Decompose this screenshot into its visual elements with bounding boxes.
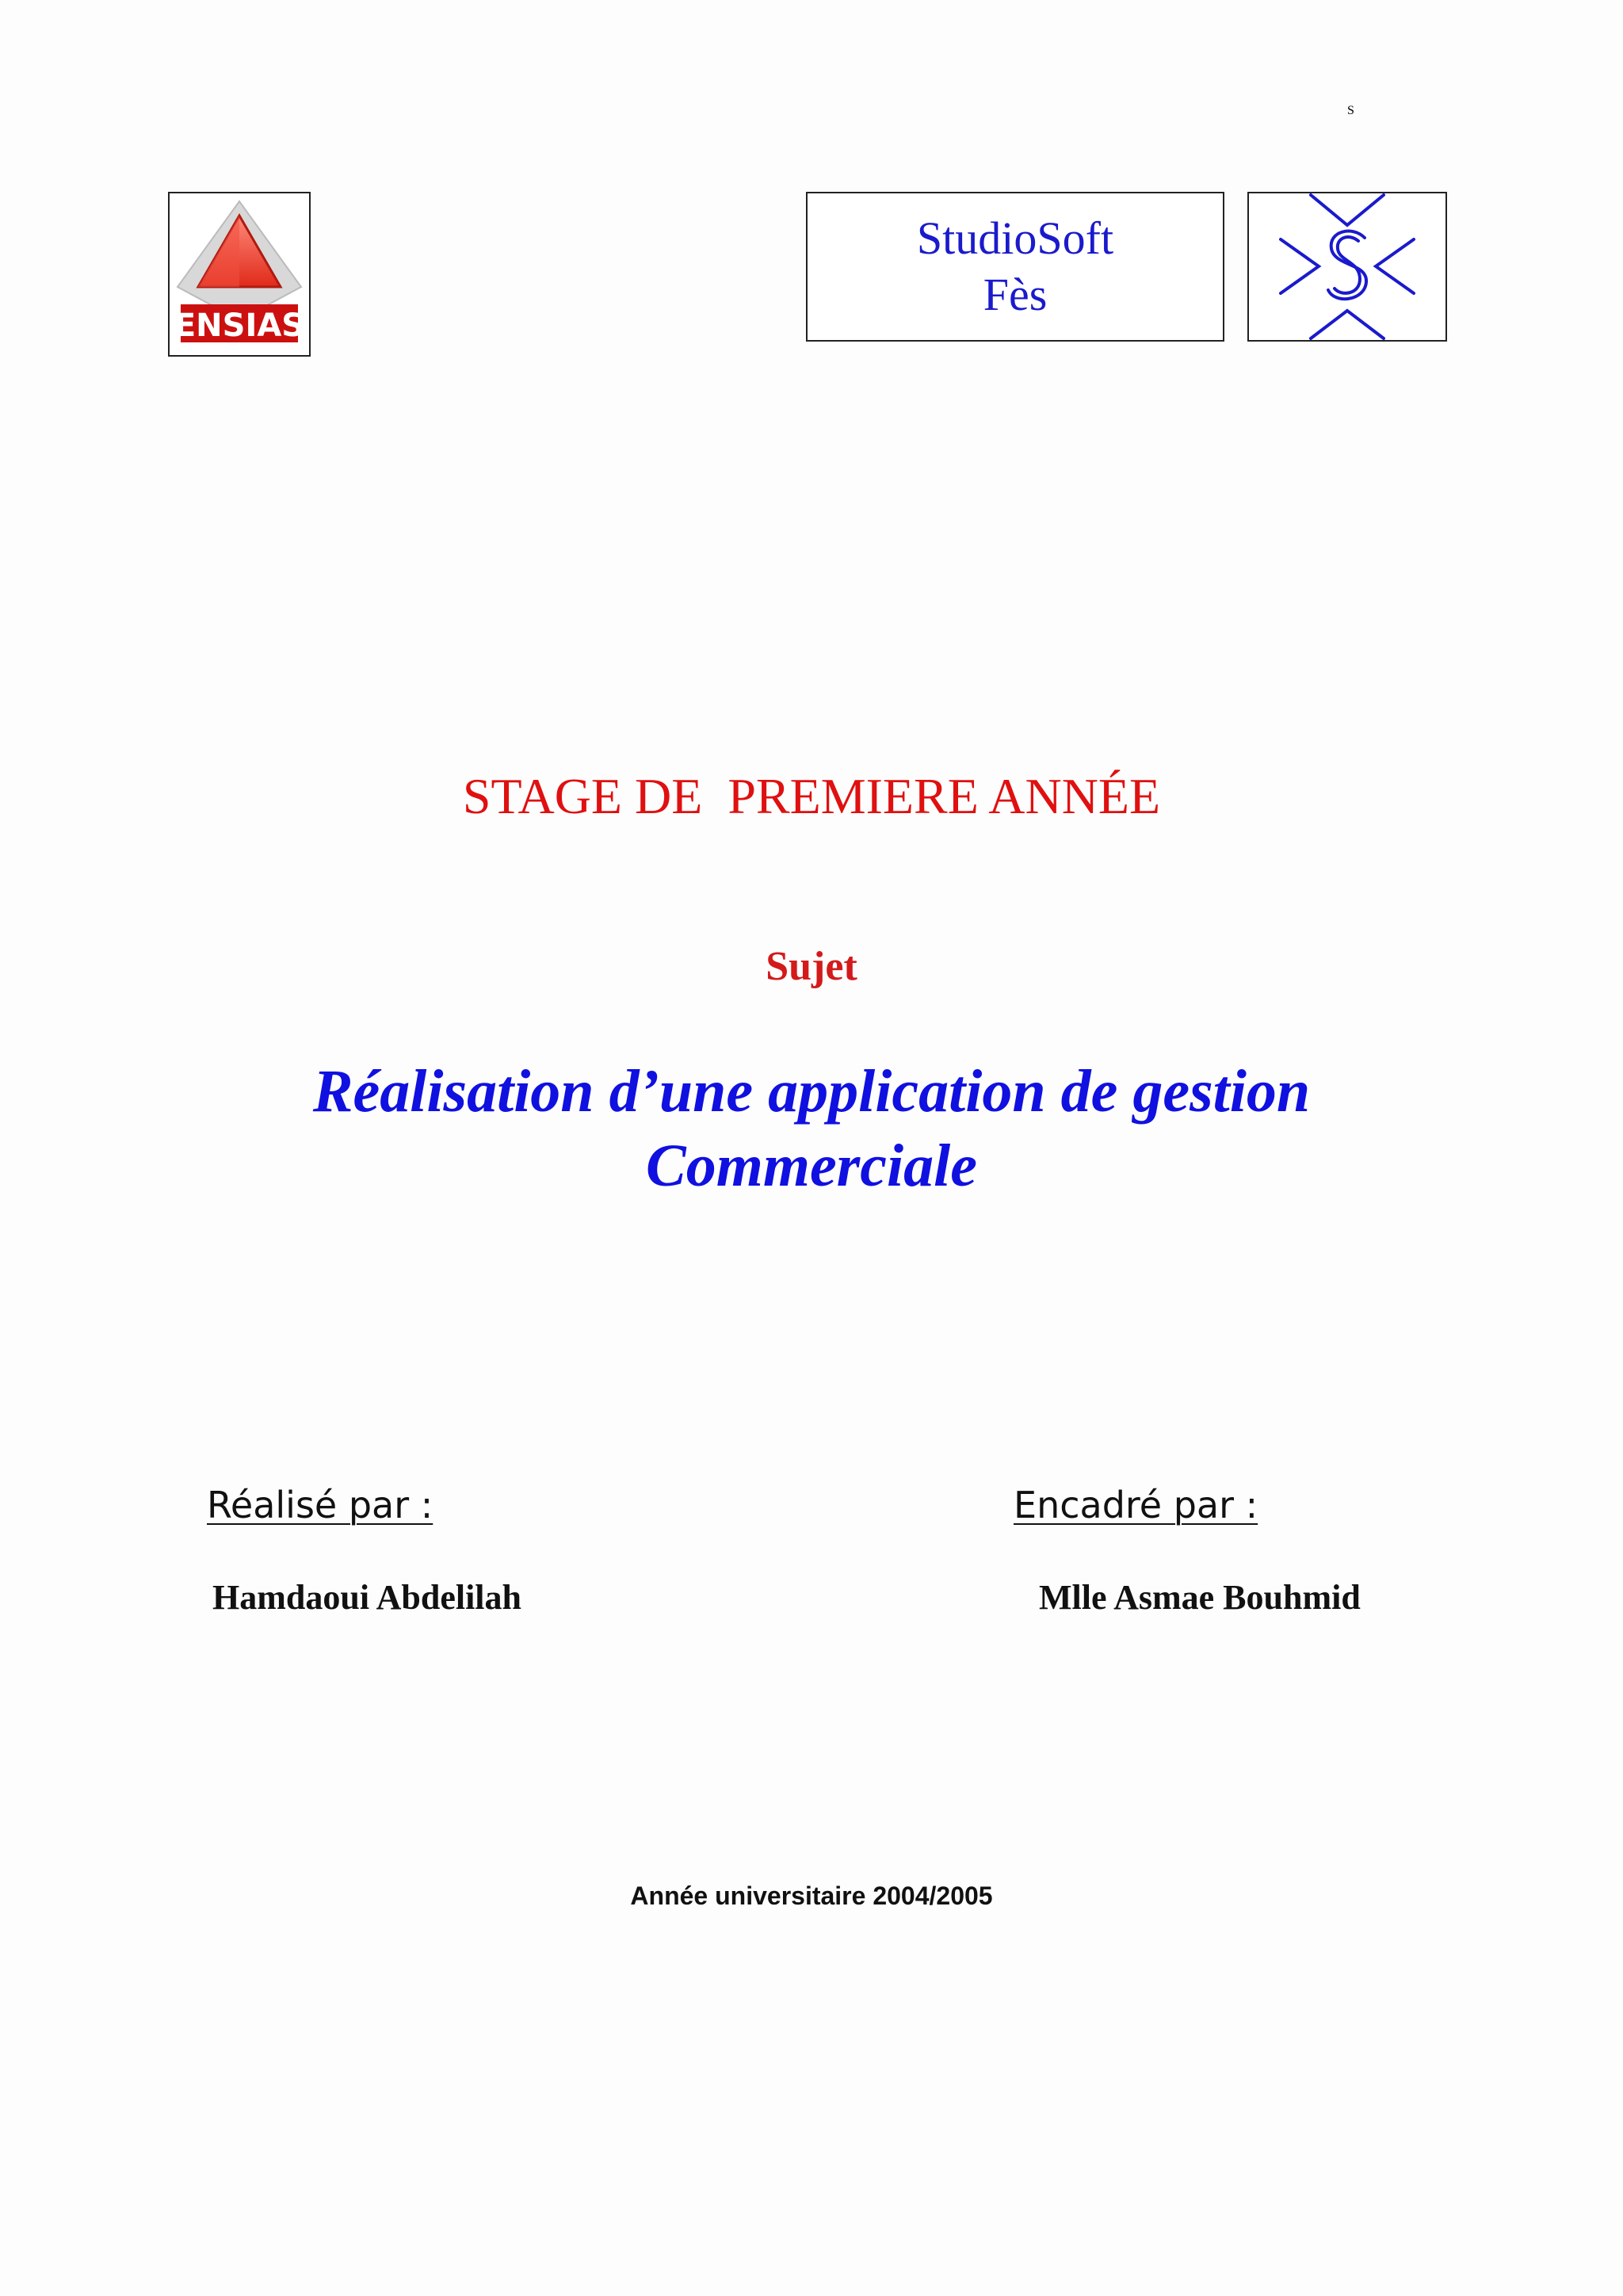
realise-par-label: Réalisé par : [207, 1484, 433, 1526]
stage-title: STAGE DE PREMIERE ANNÉE [462, 768, 1161, 824]
ensias-logo-graphic [170, 193, 309, 355]
company-emblem-letter: S [1347, 104, 1354, 117]
company-city: Fès [983, 268, 1048, 320]
subject-title [0, 1054, 1623, 1203]
ensias-logo-text: ENSIAS [174, 308, 305, 344]
encadre-par-label: Encadré par : [1014, 1484, 1258, 1526]
company-emblem [1247, 104, 1447, 342]
subject-title-line-1: Réalisation d’une application de gestion [312, 1058, 1311, 1125]
supervisor-name: Mlle Asmae Bouhmid [1039, 1578, 1361, 1617]
company-box [806, 192, 1224, 342]
subject-label: Sujet [766, 944, 857, 989]
company-name: StudioSoft [916, 212, 1114, 264]
company-emblem-graphic [1249, 104, 1445, 340]
student-name: Hamdaoui Abdelilah [212, 1578, 522, 1617]
academic-year: Année universitaire 2004/2005 [630, 1881, 993, 1910]
ensias-logo [168, 192, 311, 357]
subject-title-line-2: Commerciale [646, 1133, 977, 1199]
